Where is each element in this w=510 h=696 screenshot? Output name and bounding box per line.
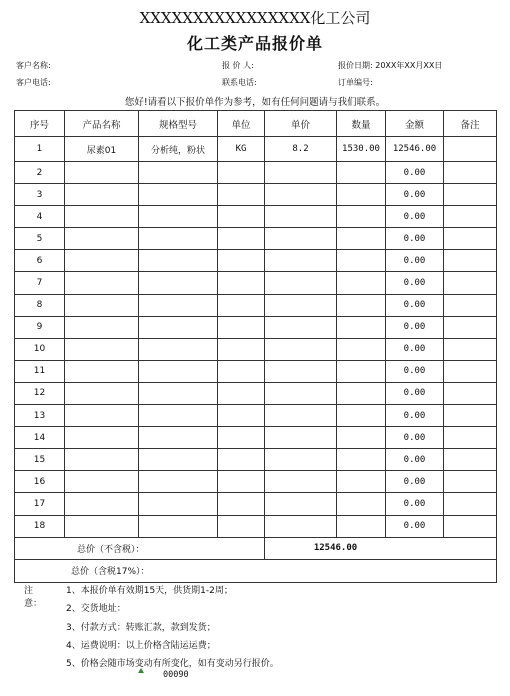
row-remarks (444, 294, 497, 316)
row-remarks (444, 162, 497, 184)
row-spec (139, 515, 218, 537)
row-index: 18 (15, 515, 65, 537)
row-product-name (65, 515, 139, 537)
row-unit (218, 206, 265, 228)
total-excl-tax-value: 12546.00 (265, 537, 497, 560)
row-unit-price: 8.2 (265, 137, 337, 162)
row-unit-price (265, 360, 337, 382)
row-product-name (65, 427, 139, 449)
header-index: 序号 (15, 111, 65, 137)
row-quantity (337, 250, 386, 272)
row-quantity (337, 338, 386, 360)
row-unit (218, 162, 265, 184)
row-unit-price (265, 162, 337, 184)
table-row (15, 360, 497, 382)
row-amount: 0.00 (386, 471, 444, 493)
row-remarks (444, 272, 497, 294)
row-product-name (65, 316, 139, 338)
row-unit-price (265, 184, 337, 206)
row-index: 14 (15, 427, 65, 449)
note-item: 1、本报价单有效期15天，供货期1-2周； (66, 586, 233, 596)
row-spec: 分析纯，粉状 (139, 137, 218, 162)
row-unit (218, 493, 265, 515)
row-unit-price (265, 405, 337, 427)
table-row (15, 471, 497, 493)
row-remarks (444, 338, 497, 360)
row-quantity: 1530.00 (337, 137, 386, 162)
row-remarks (444, 382, 497, 404)
total-excl-tax-row (15, 537, 497, 560)
row-amount: 0.00 (386, 228, 444, 250)
row-product-name (65, 272, 139, 294)
row-quantity (337, 360, 386, 382)
row-index: 4 (15, 206, 65, 228)
row-index: 5 (15, 228, 65, 250)
row-quantity (337, 162, 386, 184)
row-amount: 0.00 (386, 493, 444, 515)
row-amount: 12546.00 (386, 137, 444, 162)
row-amount: 0.00 (386, 515, 444, 537)
company-name: XXXXXXXXXXXXXXXX化工公司 (139, 9, 371, 27)
row-unit (218, 515, 265, 537)
row-remarks (444, 206, 497, 228)
row-unit-price (265, 228, 337, 250)
row-quantity (337, 228, 386, 250)
row-spec (139, 228, 218, 250)
row-remarks (444, 137, 497, 162)
row-index: 7 (15, 272, 65, 294)
row-unit-price (265, 294, 337, 316)
row-unit-price (265, 250, 337, 272)
row-product-name (65, 162, 139, 184)
row-product-name (65, 471, 139, 493)
header-amount: 金额 (386, 111, 444, 137)
row-product-name (65, 184, 139, 206)
row-index: 1 (15, 137, 65, 162)
header-quantity: 数量 (337, 111, 386, 137)
header-product-name: 产品名称 (65, 111, 139, 137)
row-amount: 0.00 (386, 184, 444, 206)
row-spec (139, 162, 218, 184)
row-remarks (444, 184, 497, 206)
row-amount: 0.00 (386, 405, 444, 427)
row-remarks (444, 228, 497, 250)
row-unit-price (265, 382, 337, 404)
table-row (15, 228, 497, 250)
total-excl-tax-label: 总价（不含税）： (15, 537, 265, 560)
customer-phone-label: 客户电话: (16, 78, 51, 87)
row-unit (218, 184, 265, 206)
header-remarks: 备注 (444, 111, 497, 137)
row-remarks (444, 360, 497, 382)
table-row (15, 272, 497, 294)
row-unit (218, 294, 265, 316)
contact-phone-label: 联系电话: (222, 78, 257, 87)
table-row (15, 184, 497, 206)
row-unit-price (265, 338, 337, 360)
row-unit (218, 427, 265, 449)
row-index: 13 (15, 405, 65, 427)
row-unit (218, 382, 265, 404)
total-incl-tax-label: 总价（含税17%）： (15, 560, 497, 583)
row-unit-price (265, 427, 337, 449)
row-index: 17 (15, 493, 65, 515)
row-index: 2 (15, 162, 65, 184)
row-spec (139, 184, 218, 206)
row-amount: 0.00 (386, 206, 444, 228)
green-corner-mark (138, 668, 144, 673)
row-index: 15 (15, 449, 65, 471)
row-index: 9 (15, 316, 65, 338)
table-row (15, 316, 497, 338)
row-unit (218, 405, 265, 427)
row-unit-price (265, 316, 337, 338)
row-spec (139, 382, 218, 404)
note-item: 3、付款方式：转账汇款，款到发货； (66, 623, 216, 633)
row-quantity (337, 493, 386, 515)
row-quantity (337, 294, 386, 316)
row-unit-price (265, 449, 337, 471)
row-product-name (65, 228, 139, 250)
row-remarks (444, 449, 497, 471)
row-unit-price (265, 515, 337, 537)
greeting-text: 您好!请看以下报价单作为参考，如有任何问题请与我们联系。 (124, 97, 386, 108)
row-remarks (444, 316, 497, 338)
row-remarks (444, 515, 497, 537)
total-incl-tax-row (15, 560, 497, 583)
row-quantity (337, 515, 386, 537)
row-product-name (65, 405, 139, 427)
customer-name-label: 客户名称: (16, 61, 51, 70)
row-unit-price (265, 272, 337, 294)
row-amount: 0.00 (386, 338, 444, 360)
row-unit (218, 360, 265, 382)
row-spec (139, 206, 218, 228)
table-row (15, 162, 497, 184)
table-row (15, 427, 497, 449)
row-amount: 0.00 (386, 162, 444, 184)
footer-code: 00090 (163, 670, 189, 680)
row-amount: 0.00 (386, 449, 444, 471)
note-item: 4、运费说明：以上价格含陆运运费； (66, 641, 216, 651)
row-quantity (337, 405, 386, 427)
row-quantity (337, 471, 386, 493)
row-amount: 0.00 (386, 316, 444, 338)
row-unit (218, 316, 265, 338)
table-row (15, 382, 497, 404)
table-row (15, 493, 497, 515)
row-amount: 0.00 (386, 427, 444, 449)
row-unit (218, 272, 265, 294)
row-product-name (65, 294, 139, 316)
row-amount: 0.00 (386, 294, 444, 316)
table-row (15, 250, 497, 272)
row-remarks (444, 493, 497, 515)
row-product-name (65, 206, 139, 228)
quote-table (14, 110, 497, 583)
header-unit: 单位 (218, 111, 265, 137)
table-header-row (15, 111, 497, 137)
table-row (15, 137, 497, 162)
row-amount: 0.00 (386, 250, 444, 272)
row-spec (139, 338, 218, 360)
row-product-name (65, 382, 139, 404)
row-unit-price (265, 493, 337, 515)
row-quantity (337, 184, 386, 206)
row-product-name (65, 250, 139, 272)
row-index: 8 (15, 294, 65, 316)
row-remarks (444, 405, 497, 427)
row-spec (139, 360, 218, 382)
row-spec (139, 427, 218, 449)
table-row (15, 405, 497, 427)
row-quantity (337, 316, 386, 338)
row-unit (218, 471, 265, 493)
row-product-name (65, 493, 139, 515)
row-remarks (444, 471, 497, 493)
note-item: 2、交货地址： (66, 604, 126, 614)
table-row (15, 515, 497, 537)
row-amount: 0.00 (386, 360, 444, 382)
row-quantity (337, 272, 386, 294)
row-amount: 0.00 (386, 272, 444, 294)
row-remarks (444, 250, 497, 272)
row-spec (139, 316, 218, 338)
header-unit-price: 单价 (265, 111, 337, 137)
row-quantity (337, 206, 386, 228)
row-unit (218, 228, 265, 250)
row-unit (218, 250, 265, 272)
row-product-name (65, 338, 139, 360)
row-spec (139, 272, 218, 294)
header-spec: 规格型号 (139, 111, 218, 137)
row-spec (139, 471, 218, 493)
row-product-name (65, 360, 139, 382)
table-row (15, 449, 497, 471)
table-row (15, 338, 497, 360)
row-spec (139, 449, 218, 471)
row-spec (139, 294, 218, 316)
table-row (15, 206, 497, 228)
row-remarks (444, 427, 497, 449)
row-unit-price (265, 206, 337, 228)
row-quantity (337, 427, 386, 449)
row-index: 6 (15, 250, 65, 272)
notes-label: 注意： (24, 586, 43, 609)
row-index: 3 (15, 184, 65, 206)
row-spec (139, 250, 218, 272)
row-index: 10 (15, 338, 65, 360)
row-spec (139, 405, 218, 427)
row-spec (139, 493, 218, 515)
row-unit (218, 338, 265, 360)
order-number-label: 订单编号: (338, 78, 373, 87)
row-amount: 0.00 (386, 382, 444, 404)
row-index: 16 (15, 471, 65, 493)
note-item: 5、价格会随市场变动有所变化，如有变动另行报价。 (66, 659, 279, 669)
row-unit: KG (218, 137, 265, 162)
row-quantity (337, 449, 386, 471)
row-product-name (65, 449, 139, 471)
row-index: 12 (15, 382, 65, 404)
row-product-name: 尿素01 (65, 137, 139, 162)
row-unit (218, 449, 265, 471)
table-row (15, 294, 497, 316)
quote-date-label: 报价日期: 20XX年XX月XX日 (338, 61, 443, 70)
row-quantity (337, 382, 386, 404)
quoter-label: 报 价 人: (222, 61, 254, 70)
row-unit-price (265, 471, 337, 493)
row-index: 11 (15, 360, 65, 382)
document-title: 化工类产品报价单 (186, 34, 323, 53)
